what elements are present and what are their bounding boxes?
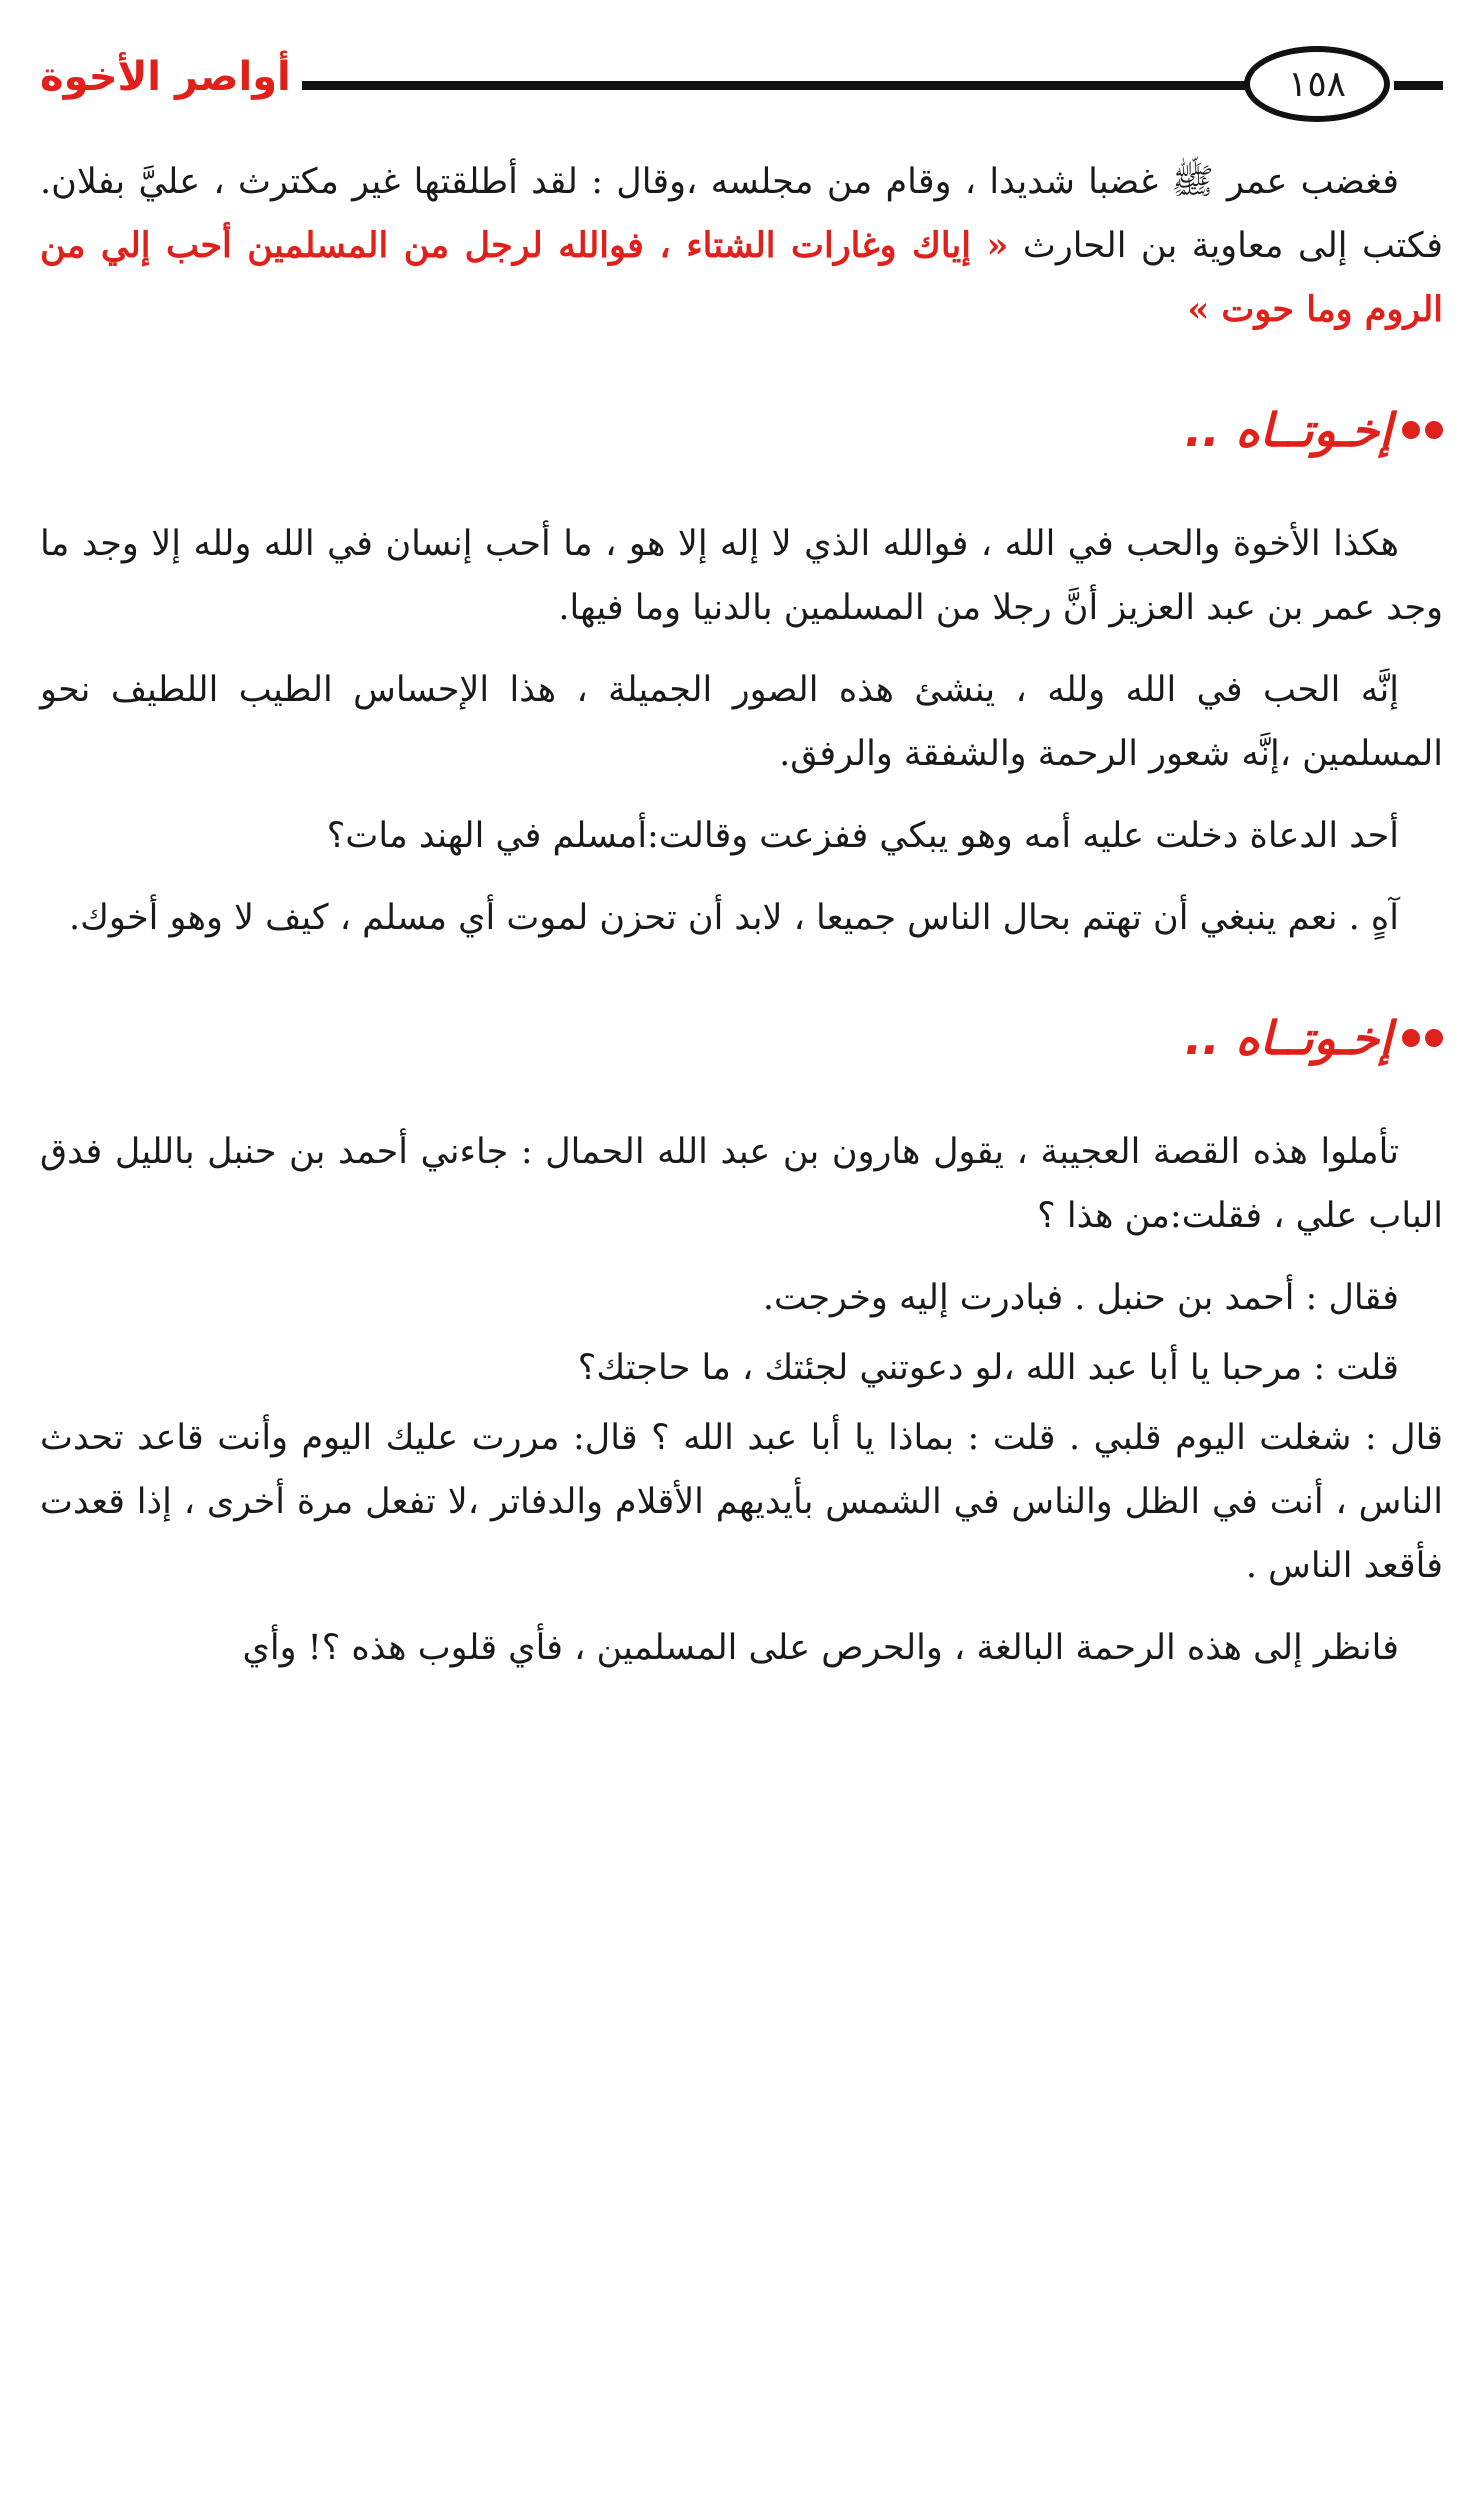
paragraph-brother: آهٍ . نعم ينبغي أن تهتم بحال الناس جميعا ، لابد أن تحزن لموت أي مسلم ، كيف لا وهو أخوك. bbox=[68, 898, 1399, 938]
section-heading-1 bbox=[40, 398, 1443, 462]
header-rule bbox=[302, 81, 1246, 90]
paragraph-ahmad-reply: فقال : أحمد بن حنبل . فبادرت إليه وخرجت. bbox=[762, 1278, 1399, 1318]
section-heading-1-text: إخـوتــاه .. bbox=[1184, 403, 1392, 457]
paragraph-love-in-allah: هكذا الأخوة والحب في الله ، فوالله الذي لا إله إلا هو ، ما أحب إنسان في الله ولله إلا وجد ما وجد عمر بن عبد العزيز أنَّ رجلا من المسلمين بالدنيا وما فيها. bbox=[40, 524, 1443, 628]
paragraph-welcome: قلت : مرحبا يا أبا عبد الله ،لو دعوتني لجئتك ، ما حاجتك؟ bbox=[577, 1348, 1399, 1388]
bullet-dots-icon bbox=[1402, 1029, 1443, 1047]
paragraph-mercy: فانظر إلى هذه الرحمة البالغة ، والحرص على المسلمين ، فأي قلوب هذه ؟! وأي bbox=[242, 1628, 1399, 1668]
bullet-dots-icon bbox=[1402, 421, 1443, 439]
book-title: أواصر الأخوة bbox=[40, 54, 291, 100]
paragraph-shade: قال : شغلت اليوم قلبي . قلت : بماذا يا أبا عبد الله ؟ قال: مررت عليك اليوم وأنت قاعد تحدث الناس ، أنت في الظل والناس في الشمس بأيديهم الأقلام والدفاتر ،لا تفعل مرة أخرى ، إذا قعدت فأقعد الناس . bbox=[40, 1418, 1443, 1586]
red-quote: « إياك وغارات الشتاء ، فوالله لرجل من المسلمين أحب إلي من الروم وما حوت » bbox=[40, 225, 1443, 330]
paragraph-story-intro: تأملوا هذه القصة العجيبة ، يقول هارون بن عبد الله الحمال : جاءني أحمد بن حنبل بالليل فدق الباب علي ، فقلت:من هذا ؟ bbox=[40, 1132, 1443, 1236]
header-rule-tail bbox=[1394, 81, 1443, 90]
page-content bbox=[40, 150, 1443, 1698]
paragraph-beautiful-images: إنَّه الحب في الله ولله ، ينشئ هذه الصور الجميلة ، هذا الإحساس الطيب اللطيف نحو المسلمين ،إنَّه شعور الرحمة والشفقة والرفق. bbox=[40, 670, 1443, 774]
paragraph-letter bbox=[40, 150, 1443, 342]
page-header bbox=[40, 40, 1443, 130]
page-number: ١٥٨ bbox=[1244, 46, 1390, 122]
paragraph-letter-text: فغضب عمر ﷺ غضبا شديدا ، وقام من مجلسه ،وقال : لقد أطلقتها غير مكترث ، عليَّ بفلان. فكتب إلى معاوية بن الحارث bbox=[40, 162, 1443, 266]
section-heading-2 bbox=[40, 1006, 1443, 1070]
paragraph-preacher-mother: أحد الدعاة دخلت عليه أمه وهو يبكي ففزعت وقالت:أمسلم في الهند مات؟ bbox=[326, 816, 1399, 856]
section-heading-2-text: إخـوتــاه .. bbox=[1184, 1011, 1392, 1065]
